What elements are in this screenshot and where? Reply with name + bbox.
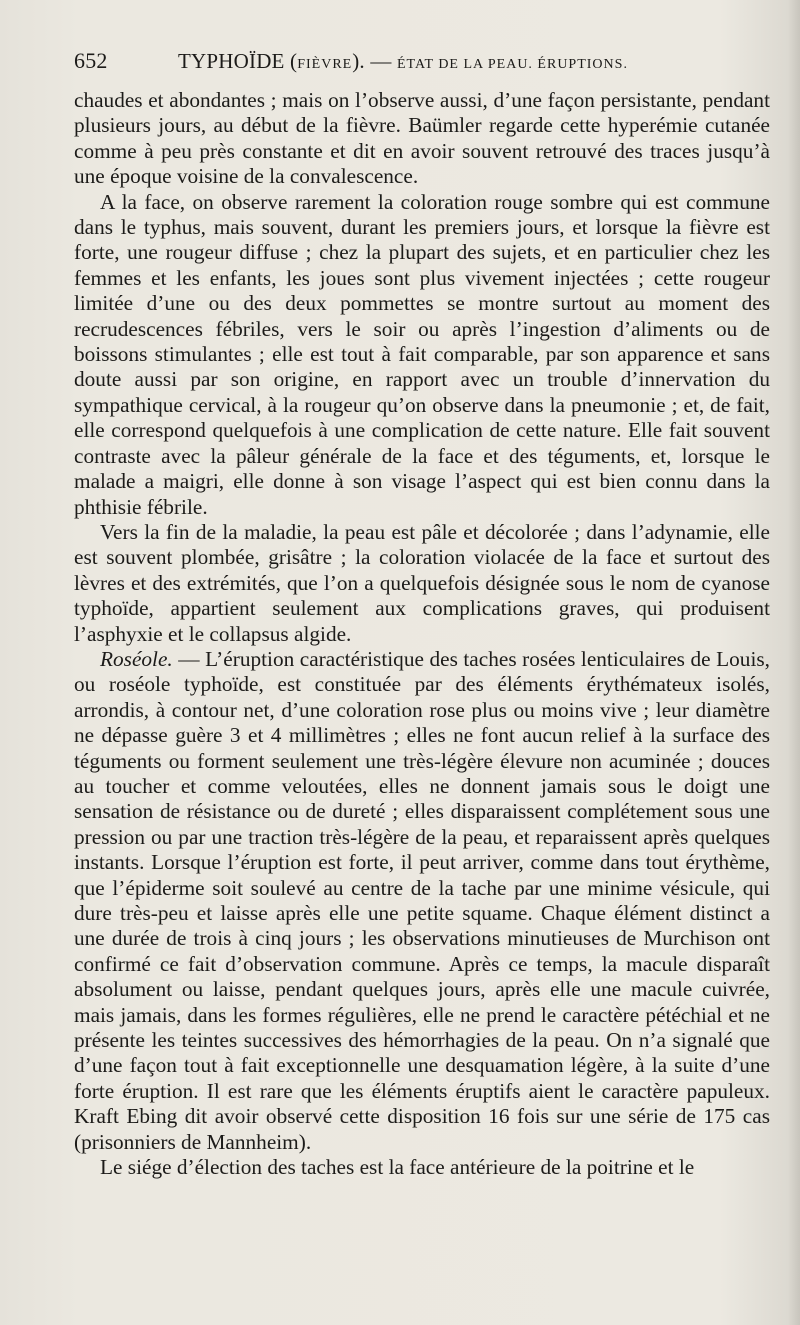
paragraph-1: chaudes et abondantes ; mais on l’observe aussi, d’une façon persistante, pendant plusieurs jours, au début de la fièvre. Baümler regarde cette hyperémie cutanée comme à peu près constante et dit en avoir souvent retrouvé des traces jusqu’à une époque voisine de la convalescence. xyxy=(74,88,770,189)
paragraph-5: Le siége d’élection des taches est la face antérieure de la poitrine et le xyxy=(100,1155,695,1180)
paragraph-4 xyxy=(74,647,770,1155)
title-after: ). — xyxy=(352,49,397,73)
running-title xyxy=(178,49,628,74)
title-small: FIÈVRE xyxy=(297,57,353,72)
page-number: 652 xyxy=(74,48,108,73)
body-text xyxy=(74,88,770,1180)
paragraph-4-text: — L’éruption caractéristique des taches rosées lenticulaires de Louis, ou roséole typhoïde, est constituée par des éléments érythémateux isolés, arrondis, à contour net, d’une coloration rose plus ou moins vive ; leur diamètre ne dépasse guère 3 et 4 millimètres ; elles ne font aucun relief à la surface des téguments ou forment seulement une très-légère élevure non acuminée ; douces au toucher et comme veloutées, elles ne donnent jamais sous le doigt une sensation de résistance ou de dureté ; elles disparaissent complétement sous une pression ou par une traction très-légère de la peau, et reparaissent après quelques instants. Lorsque l’éruption est forte, il peut arriver, comme dans tout érythème, que l’épiderme soit soulevé au centre de la tache par une minime vésicule, qui dure très-peu et laisse après elle une petite squame. Chaque élément distinct a une durée de trois à cinq jours ; les observations minutieuses de Murchison ont confirmé ce fait d’observation commune. Après ce temps, la macule disparaît absolument ou laisse, pendant quelques jours, après elle une macule cuivrée, mais jamais, dans les formes régulières, elle ne prend le caractère pétéchial et ne présente les teintes successives des hémorrhagies de la peau. On n’a signalé que d’une façon tout à fait exceptionnelle une desquamation légère, à la suite d’une forte éruption. Il est rare que les éléments éruptifs aient le caractère papuleux. Kraft Ebing dit avoir observé cette disposition 16 fois sur une série de 175 cas (prisonniers de Mannheim). xyxy=(74,646,770,1154)
section-title: ÉTAT DE LA PEAU. ÉRUPTIONS. xyxy=(396,57,628,72)
paragraph-2: A la face, on observe rarement la coloration rouge sombre qui est commune dans le typhus, mais souvent, durant les premiers jours, et lorsque la fièvre est forte, une rougeur diffuse ; chez la plupart des sujets, et en particulier chez les femmes et les enfants, les joues sont plus vivement injectées ; cette rougeur limitée d’une ou des deux pommettes se montre surtout au moment des recrudescences fébriles, vers le soir ou après l’ingestion d’aliments ou de boissons stimulantes ; elle est tout à fait comparable, par son apparence et sans doute aussi par son origine, en rapport avec un trouble d’innervation du sympathique cervical, à la rougeur qu’on observe dans la pneumonie ; et, de fait, elle correspond quelquefois à une complication de cette nature. Elle fait souvent contraste avec la pâleur générale de la face et des téguments, et, lorsque le malade a maigri, elle donne à son visage l’aspect qui est bien connu dans la phthisie fébrile. xyxy=(74,189,770,519)
title-main: TYPHOÏDE ( xyxy=(178,49,298,73)
roseole-lead: Roséole. xyxy=(100,646,173,671)
running-header xyxy=(74,48,770,88)
paragraph-3: Vers la fin de la maladie, la peau est pâle et décolorée ; dans l’adynamie, elle est souvent plombée, grisâtre ; la coloration violacée de la face et surtout des lèvres et des extrémités, que l’on a quelquefois désignée sous le nom de cyanose typhoïde, appartient seulement aux complications graves, qui produisent l’asphyxie et le collapsus algide. xyxy=(74,519,770,646)
page-edge-shadow xyxy=(788,0,800,1325)
